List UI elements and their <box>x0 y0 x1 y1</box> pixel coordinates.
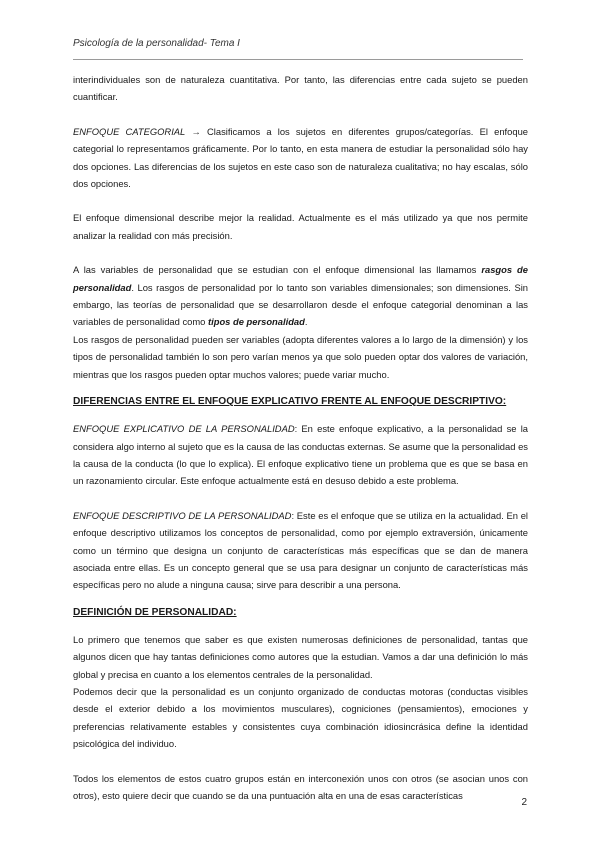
arrow-icon: → <box>191 125 201 137</box>
term-enfoque-categorial: ENFOQUE CATEGORIAL <box>73 125 186 137</box>
page-number: 2 <box>521 797 527 808</box>
paragraph-text: . <box>304 316 308 328</box>
paragraph-enfoque-descriptivo <box>73 507 528 594</box>
body-text <box>73 71 528 804</box>
paragraph-text: A las variables de personalidad que se estudian con el enfoque dimensional las llamamos <box>73 264 477 276</box>
term-tipos-de-personalidad: tipos de personalidad <box>207 316 305 328</box>
paragraph-text: : Este es el enfoque que se utiliza en la actualidad. En el enfoque descriptivo utilizamos los conceptos de personalidad, como por ejemplo extraversión, únicamente como un término que designa un conjunto de características más específicas que se dan de manera asociada entre ellas. Es un concepto general que se usa para designar un conjunto de características más específicas pero no alude a ninguna causa; sirve para describir a una persona. <box>73 509 528 591</box>
header-divider <box>73 59 523 60</box>
paragraph-enfoque-explicativo <box>73 420 528 490</box>
paragraph-definicion-personalidad: Podemos decir que la personalidad es un conjunto organizado de conductas motoras (conductas visibles desde el exterior debido a los movimientos musculares), cogniciones (pensamientos), emociones y preferencias relativamente estables y consistentes cuya combinación idiosincrásica define la identidad psicológica del individuo. <box>73 685 528 750</box>
paragraph-interconexion: Todos los elementos de estos cuatro grupos están en interconexión unos con otros (se asocian unos con otros), esto quiere decir que cuando se da una puntuación alta en una de esas características <box>73 772 528 801</box>
paragraph-enfoque-dimensional: El enfoque dimensional describe mejor la realidad. Actualmente es el más utilizado ya que nos permite analizar la realidad con más precisión. <box>73 212 528 241</box>
paragraph-rasgos <box>73 261 528 331</box>
section-heading-diferencias: DIFERENCIAS ENTRE EL ENFOQUE EXPLICATIVO FRENTE AL ENFOQUE DESCRIPTIVO: <box>73 396 507 408</box>
paragraph-enfoque-categorial <box>73 123 528 193</box>
term-rasgos-de-personalidad: rasgos de personalidad <box>73 264 528 293</box>
paragraph-text: Clasificamos a los sujetos en diferentes grupos/categorías. El enfoque categorial lo representamos gráficamente. Por lo tanto, en esta manera de estudiar la personalidad sólo hay dos opciones. Las diferencias de los sujetos en este caso son de naturaleza cualitativa; no hay escalas, sólo dos opciones. <box>73 125 528 190</box>
term-enfoque-explicativo: ENFOQUE EXPLICATIVO DE LA PERSONALIDAD <box>73 423 295 435</box>
paragraph-definiciones: Lo primero que tenemos que saber es que existen numerosas definiciones de personalidad, tantas que algunos dicen que hay tantas definiciones como autores que la estudian. Vamos a dar una definición lo más global y precisa en cuanto a los elementos centrales de la personalidad. <box>73 633 528 680</box>
section-heading-definicion: DEFINICIÓN DE PERSONALIDAD: <box>73 606 237 618</box>
paragraph-text: : En este enfoque explicativo, a la personalidad se la considera algo interno al sujeto que es la causa de las conductas externas. Se asume que la personalidad es la causa de la conducta (lo que lo explica). El enfoque explicativo tiene un problema que es que se basa en un razonamiento circular. Este enfoque actualmente está en desuso debido a este problema. <box>73 423 528 487</box>
paragraph-rasgos-variables: Los rasgos de personalidad pueden ser variables (adopta diferentes valores a lo largo de la dimensión) y los tipos de personalidad también lo son pero varían menos ya que solo pueden optar dos valores de variación, mientras que los rasgos pueden optar muchos valores; puede variar mucho. <box>73 333 528 380</box>
paragraph-text: . Los rasgos de personalidad por lo tanto son variables dimensionales; son dimensiones. Sin embargo, las teorías de personalidad que se desarrollaron desde el enfoque categorial denominan a las variables de personalidad como <box>73 281 528 328</box>
running-header: Psicología de la personalidad- Tema I <box>73 38 240 49</box>
paragraph-continuation: interindividuales son de naturaleza cuantitativa. Por tanto, las diferencias entre cada sujeto se pueden cuantificar. <box>73 74 528 103</box>
term-enfoque-descriptivo: ENFOQUE DESCRIPTIVO DE LA PERSONALIDAD <box>73 509 292 521</box>
